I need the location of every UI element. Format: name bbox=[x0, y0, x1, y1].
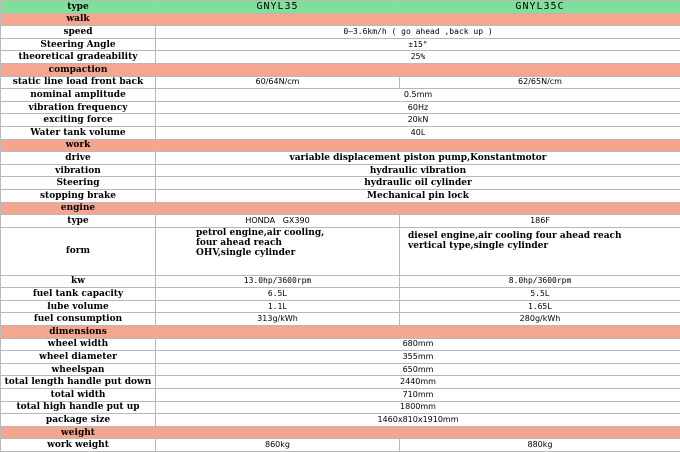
row-label: package size bbox=[1, 414, 156, 427]
row-label: total width bbox=[1, 389, 156, 402]
row-value: 20kN bbox=[156, 114, 680, 127]
row-label: lube volume bbox=[1, 300, 156, 313]
row-value: Mechanical pin lock bbox=[156, 189, 680, 202]
row-engine-form bbox=[1, 227, 680, 275]
type-header-label: type bbox=[1, 1, 156, 14]
row-work-weight bbox=[1, 439, 680, 452]
row-value: hydraulic vibration bbox=[156, 164, 680, 177]
section-compaction bbox=[1, 63, 680, 76]
form-line: four ahead reach bbox=[196, 238, 397, 248]
row-wheelspan bbox=[1, 363, 680, 376]
row-label: stopping brake bbox=[1, 189, 156, 202]
row-value: 650mm bbox=[156, 363, 680, 376]
row-fuel-tank bbox=[1, 288, 680, 301]
model-a-header: GNYL35 bbox=[156, 1, 400, 14]
value-model-b: 880kg bbox=[400, 439, 680, 452]
row-static-line-load bbox=[1, 76, 680, 89]
row-package-size bbox=[1, 414, 680, 427]
row-gradeability bbox=[1, 51, 680, 64]
row-drive bbox=[1, 152, 680, 165]
row-kw bbox=[1, 275, 680, 288]
form-line: vertical type,single cylinder bbox=[408, 241, 678, 251]
row-water-tank bbox=[1, 126, 680, 139]
row-value: 40L bbox=[156, 126, 680, 139]
row-value: variable displacement piston pump,Konstantmotor bbox=[156, 152, 680, 165]
value-model-b bbox=[400, 227, 680, 275]
row-vibration bbox=[1, 164, 680, 177]
row-total-length bbox=[1, 376, 680, 389]
value-model-b: 280g/kWh bbox=[400, 313, 680, 326]
section-engine bbox=[1, 202, 680, 215]
header-row bbox=[1, 1, 680, 14]
row-wheel-diameter bbox=[1, 351, 680, 364]
row-fuel-consumption bbox=[1, 313, 680, 326]
row-label: type bbox=[1, 215, 156, 228]
row-lube-volume bbox=[1, 300, 680, 313]
row-label: Steering bbox=[1, 177, 156, 190]
value-model-a: 13.0hp/3600rpm bbox=[156, 275, 400, 288]
row-label: form bbox=[1, 227, 156, 275]
row-label: fuel consumption bbox=[1, 313, 156, 326]
row-vibration-frequency bbox=[1, 101, 680, 114]
form-line: petrol engine,air cooling, bbox=[196, 228, 397, 238]
value-model-b: 62/65N/cm bbox=[400, 76, 680, 89]
row-speed bbox=[1, 26, 680, 39]
row-label: static line load front back bbox=[1, 76, 156, 89]
row-value: 2440mm bbox=[156, 376, 680, 389]
row-label: Water tank volume bbox=[1, 126, 156, 139]
row-value: 355mm bbox=[156, 351, 680, 364]
section-work bbox=[1, 139, 680, 152]
section-walk bbox=[1, 13, 680, 26]
row-steering-angle bbox=[1, 38, 680, 51]
row-wheel-width bbox=[1, 338, 680, 351]
value-model-a: HONDA GX390 bbox=[156, 215, 400, 228]
row-label: wheel diameter bbox=[1, 351, 156, 364]
row-value: 710mm bbox=[156, 389, 680, 402]
row-value: hydraulic oil cylinder bbox=[156, 177, 680, 190]
row-value: ±15° bbox=[156, 38, 680, 51]
row-label: fuel tank capacity bbox=[1, 288, 156, 301]
section-title: weight bbox=[1, 426, 156, 439]
row-label: kw bbox=[1, 275, 156, 288]
row-steering bbox=[1, 177, 680, 190]
value-model-a bbox=[156, 227, 400, 275]
row-label: theoretical gradeability bbox=[1, 51, 156, 64]
row-value: 1460x810x1910mm bbox=[156, 414, 680, 427]
value-model-b: 186F bbox=[400, 215, 680, 228]
section-title: engine bbox=[1, 202, 156, 215]
row-value: 60Hz bbox=[156, 101, 680, 114]
section-title: dimensions bbox=[1, 326, 156, 339]
row-label: wheel width bbox=[1, 338, 156, 351]
value-model-a: 1.1L bbox=[156, 300, 400, 313]
row-total-width bbox=[1, 389, 680, 402]
row-value: 0—3.6km/h ( go ahead ,back up ) bbox=[156, 26, 680, 39]
model-b-header: GNYL35C bbox=[400, 1, 680, 14]
row-stopping-brake bbox=[1, 189, 680, 202]
row-label: vibration bbox=[1, 164, 156, 177]
row-label: exciting force bbox=[1, 114, 156, 127]
value-model-a: 860kg bbox=[156, 439, 400, 452]
row-engine-type bbox=[1, 215, 680, 228]
section-weight bbox=[1, 426, 680, 439]
row-label: vibration frequency bbox=[1, 101, 156, 114]
row-value: 680mm bbox=[156, 338, 680, 351]
row-value: 1800mm bbox=[156, 401, 680, 414]
row-label: Steering Angle bbox=[1, 38, 156, 51]
value-model-a: 6.5L bbox=[156, 288, 400, 301]
row-label: total length handle put down bbox=[1, 376, 156, 389]
value-model-b: 5.5L bbox=[400, 288, 680, 301]
section-title: work bbox=[1, 139, 156, 152]
row-exciting-force bbox=[1, 114, 680, 127]
section-title: walk bbox=[1, 13, 156, 26]
row-label: nominal amplitude bbox=[1, 89, 156, 102]
row-nominal-amplitude bbox=[1, 89, 680, 102]
value-model-b: 8.0hp/3600rpm bbox=[400, 275, 680, 288]
row-value: 25% bbox=[156, 51, 680, 64]
form-line: OHV,single cylinder bbox=[196, 248, 397, 258]
value-model-b: 1.65L bbox=[400, 300, 680, 313]
section-dimensions bbox=[1, 326, 680, 339]
value-model-a: 313g/kWh bbox=[156, 313, 400, 326]
value-model-a: 60/64N/cm bbox=[156, 76, 400, 89]
row-value: 0.5mm bbox=[156, 89, 680, 102]
form-line: diesel engine,air cooling four ahead reach bbox=[408, 231, 678, 241]
row-label: drive bbox=[1, 152, 156, 165]
row-label: wheelspan bbox=[1, 363, 156, 376]
row-label: work weight bbox=[1, 439, 156, 452]
row-label: speed bbox=[1, 26, 156, 39]
section-title: compaction bbox=[1, 63, 156, 76]
row-label: total high handle put up bbox=[1, 401, 156, 414]
row-total-high bbox=[1, 401, 680, 414]
